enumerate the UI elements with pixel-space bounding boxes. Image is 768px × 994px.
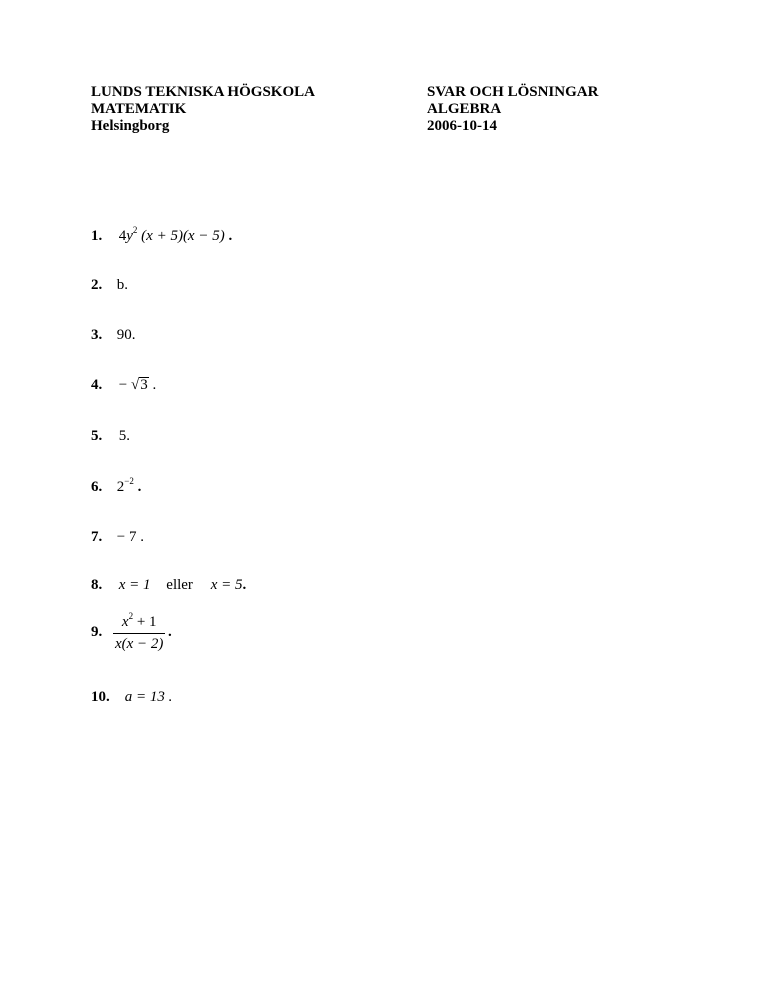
answer-text: 5.: [118, 428, 130, 444]
square-root: [131, 377, 149, 394]
answer-period: .: [152, 377, 157, 393]
answer-number: 5.: [91, 428, 103, 444]
answer-5: [91, 428, 130, 445]
answer-3: [91, 327, 136, 344]
answer-7: [91, 529, 144, 546]
answer-exponent: −2: [124, 476, 134, 486]
answer-base: 2: [116, 479, 125, 495]
numerator-variable: x: [121, 614, 129, 630]
answer-text: a = 13 .: [124, 689, 173, 705]
numerator-rest: + 1: [133, 614, 157, 630]
answer-number: 3.: [91, 327, 103, 343]
radicand: 3: [140, 377, 148, 393]
answer-1: [91, 225, 233, 245]
answer-8: [91, 577, 246, 594]
answer-period: .: [168, 624, 172, 640]
answer-sign: −: [118, 377, 128, 393]
answer-2: [91, 277, 128, 294]
answer-connector: eller: [166, 577, 193, 593]
answer-10: [91, 689, 172, 706]
document-title: SVAR OCH LÖSNINGAR: [427, 84, 599, 100]
answer-9-period: [168, 624, 172, 641]
answer-number: 9.: [91, 624, 103, 640]
header-left: [91, 84, 315, 135]
answer-equation-2: x = 5: [210, 577, 243, 593]
exam-date: 2006-10-14: [427, 118, 497, 134]
answer-number: 7.: [91, 529, 103, 545]
answer-text: − 7 .: [116, 529, 144, 545]
fraction-numerator: [113, 611, 165, 633]
course-name: ALGEBRA: [427, 101, 502, 117]
answer-number: 4.: [91, 377, 103, 393]
answer-9-number: [91, 624, 102, 641]
institution-name: LUNDS TEKNISKA HÖGSKOLA: [91, 84, 315, 100]
answer-coefficient: 4: [118, 228, 127, 244]
answer-9-fraction: [113, 611, 165, 653]
answer-variable: y: [126, 228, 133, 244]
department-name: MATEMATIK: [91, 101, 187, 117]
campus-name: Helsingborg: [91, 118, 170, 134]
answer-number: 8.: [91, 577, 103, 593]
answer-text: b.: [116, 277, 128, 293]
answer-4: [91, 377, 156, 394]
header-right: [427, 84, 598, 135]
answer-number: 6.: [91, 479, 103, 495]
answer-exponent: 2: [132, 225, 138, 235]
answer-text: 90.: [116, 327, 136, 343]
numerator-exponent: 2: [128, 611, 134, 621]
fraction-denominator: x(x − 2): [113, 633, 165, 653]
answer-equation-1: x = 1: [118, 577, 151, 593]
answer-factors: (x + 5)(x − 5): [141, 228, 225, 244]
answer-period: .: [228, 228, 233, 244]
answer-period: .: [137, 479, 142, 495]
answer-number: 10.: [91, 689, 110, 705]
answer-number: 2.: [91, 277, 103, 293]
answer-6: [91, 476, 142, 496]
answer-number: 1.: [91, 228, 103, 244]
radical-sign: √: [130, 377, 140, 393]
answer-period: .: [242, 577, 247, 593]
